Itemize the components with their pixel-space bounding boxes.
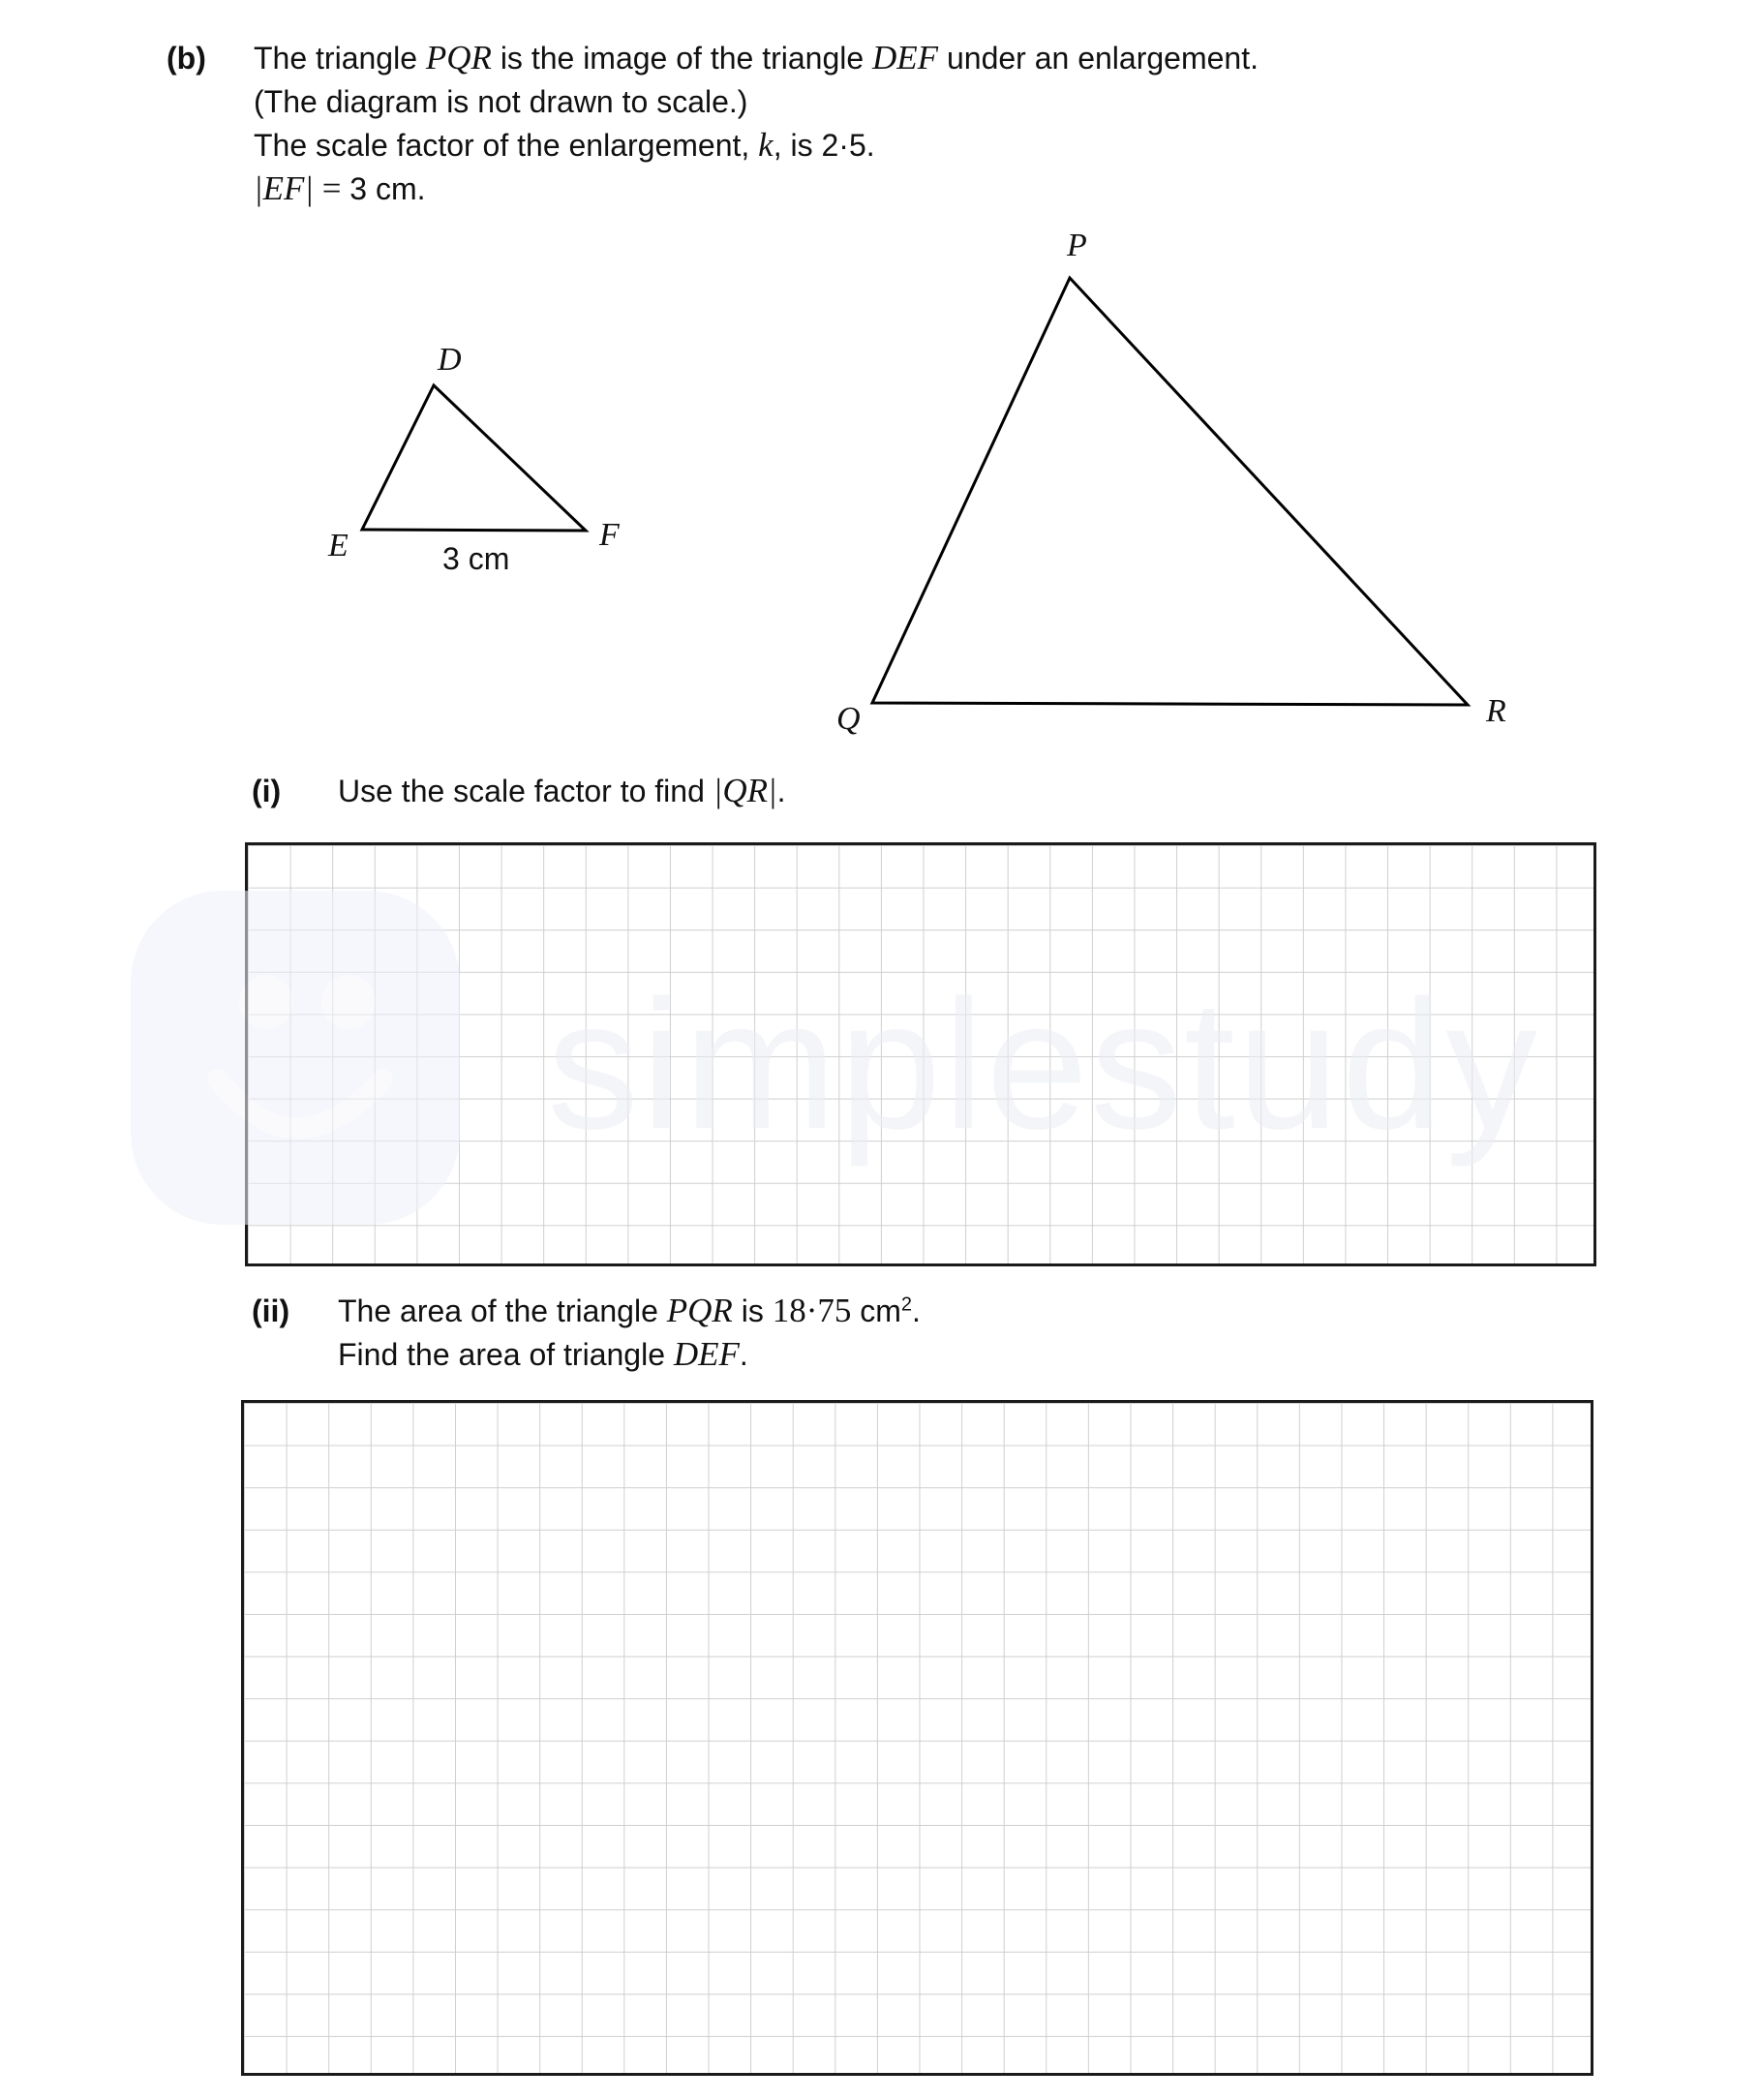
vertex-label-f: F bbox=[599, 517, 620, 553]
vertex-label-r: R bbox=[1486, 693, 1506, 729]
vertex-label-p: P bbox=[1067, 228, 1087, 263]
text-segment: Use the scale factor to find bbox=[338, 774, 713, 808]
area-unit: cm bbox=[851, 1293, 901, 1328]
text-segment: 3 cm. bbox=[349, 171, 426, 206]
text-segment: Find the area of triangle bbox=[338, 1337, 674, 1372]
answer-box-part-i[interactable] bbox=[245, 842, 1596, 1266]
math-ef-length: |EF| bbox=[254, 169, 315, 207]
part-i-label: (i) bbox=[252, 774, 282, 808]
text-segment: The triangle bbox=[254, 41, 426, 76]
part-ii-line-2 bbox=[338, 1333, 748, 1376]
part-b-line-2: (The diagram is not drawn to scale.) bbox=[254, 84, 748, 119]
vertex-label-e: E bbox=[328, 528, 349, 563]
math-pqr: PQR bbox=[666, 1292, 733, 1329]
part-ii-line-1 bbox=[338, 1290, 921, 1332]
text-segment: . bbox=[912, 1293, 921, 1328]
math-equals: = bbox=[314, 169, 350, 207]
text-segment: The scale factor of the enlargement, bbox=[254, 128, 759, 163]
side-ef-length-label: 3 cm bbox=[442, 541, 510, 576]
area-exponent: 2 bbox=[900, 1293, 913, 1316]
text-segment: . bbox=[739, 1337, 748, 1372]
text-segment: The area of the triangle bbox=[338, 1293, 667, 1328]
math-def: DEF bbox=[872, 39, 939, 76]
math-def: DEF bbox=[673, 1335, 740, 1373]
triangle-def bbox=[362, 385, 586, 531]
part-b-label: (b) bbox=[167, 41, 206, 76]
math-pqr: PQR bbox=[425, 39, 492, 76]
triangles-diagram bbox=[0, 0, 1760, 775]
answer-box-part-ii[interactable] bbox=[241, 1400, 1593, 2076]
triangle-pqr bbox=[872, 278, 1468, 705]
text-segment: , is 2·5. bbox=[773, 128, 875, 163]
text-segment: under an enlargement. bbox=[938, 41, 1259, 76]
text-segment: is bbox=[732, 1293, 773, 1328]
math-qr-length: |QR| bbox=[713, 772, 777, 809]
math-k: k bbox=[758, 126, 774, 164]
part-ii-label: (ii) bbox=[252, 1293, 290, 1328]
vertex-label-d: D bbox=[438, 342, 462, 378]
text-segment: is the image of the triangle bbox=[491, 41, 873, 76]
part-i-question bbox=[338, 770, 786, 812]
vertex-label-q: Q bbox=[836, 701, 861, 737]
text-segment: . bbox=[776, 774, 786, 808]
area-value: 18·75 bbox=[772, 1292, 852, 1329]
watermark-text: simplestudy bbox=[547, 962, 1540, 1168]
